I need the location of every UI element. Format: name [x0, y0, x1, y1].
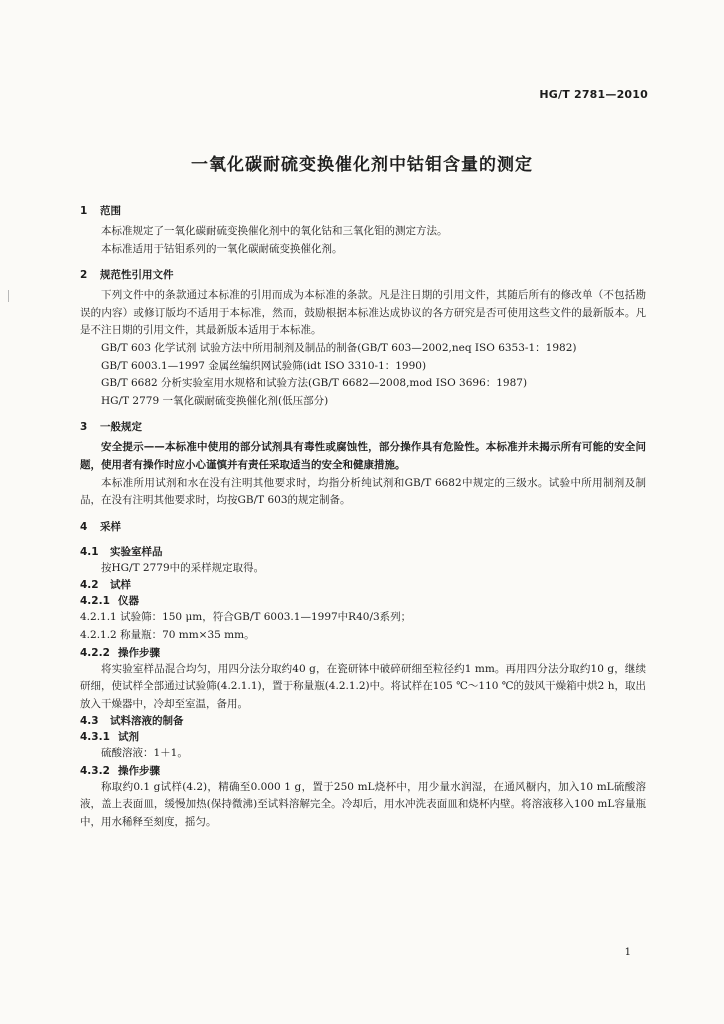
reference-item: GB/T 6003.1—1997 金属丝编织网试验筛(idt ISO 3310-1：1990) — [101, 359, 427, 372]
reference-item: GB/T 6682 分析实验室用水规格和试验方法(GB/T 6682—2008,mod ISO 3696：1987) — [101, 377, 528, 390]
subsection-heading: 4.3.2 操作步骤 — [80, 764, 160, 777]
section-heading: 3 一般规定 — [80, 421, 142, 434]
reference-item: HG/T 2779 一氧化碳耐硫变换催化剂(低压部分) — [101, 394, 329, 407]
paragraph: 下列文件中的条款通过本标准的引用而成为本标准的条款。凡是注日期的引用文件，其随后所有的修改单（不包括勘误的内容）或修订版均不适用于本标准，然而，鼓励根据本标准达成协议的各方研究是否可使用这些文件的最新版本。凡是不注日期的引用文件，其最新版本适用于本标准。 — [80, 289, 646, 337]
paragraph: 称取约0.1 g试样(4.2)，精确至0.000 1 g，置于250 mL烧杯中，用少量水润湿，在通风橱内，加入10 mL硫酸溶液，盖上表面皿，缓慢加热(保持微沸)至试料溶解完全。冷却后，用水冲洗表面皿和烧杯内壁。将溶液移入100 mL容量瓶中，用水稀释至刻度，摇匀。 — [80, 780, 646, 829]
paragraph: 按HG/T 2779中的采样规定取得。 — [101, 561, 265, 574]
section-heading: 1 范围 — [80, 205, 121, 217]
paragraph: 将实验室样品混合均匀，用四分法分取约40 g，在瓷研钵中破碎研细至粒径约1 mm。再用四分法分取约10 g，继续研细，使试样全部通过试验筛(4.2.1.1)，置于称量瓶(4.2.1.2)中。将试样在105 ℃～110 ℃的鼓风干燥箱中烘2 h，取出放入干燥器中，冷却至室温，备用。 — [80, 662, 646, 710]
reference-item: GB/T 603 化学试剂 试验方法中所用制剂及制品的制备(GB/T 603—2002,neq ISO 6353-1：1982) — [101, 341, 577, 354]
page-number: 1 — [624, 947, 631, 958]
paragraph: 本标准所用试剂和水在没有注明其他要求时，均指分析纯试剂和GB/T 6682中规定的三级水。试验中所用制剂及制品，在没有注明其他要求时，均按GB/T 603的规定制备。 — [80, 476, 646, 507]
paragraph: 本标准规定了一氧化碳耐硫变换催化剂中的氧化钴和三氧化钼的测定方法。 — [101, 225, 448, 237]
section-heading: 2 规范性引用文件 — [80, 269, 174, 282]
subsection-heading: 4.1 实验室样品 — [80, 545, 163, 558]
section-heading: 4 采样 — [80, 520, 121, 533]
subsection-heading: 4.2.2 操作步骤 — [80, 646, 160, 659]
subsection-heading: 4.2 试样 — [80, 579, 131, 592]
margin-mark — [8, 290, 9, 302]
subsection-heading: 4.3 试料溶液的制备 — [80, 715, 184, 728]
document-title: 一氧化碳耐硫变换催化剂中钴钼含量的测定 — [191, 155, 533, 175]
subsection-heading: 4.3.1 试剂 — [80, 731, 139, 744]
subsection-heading: 4.2.1 仪器 — [80, 595, 139, 608]
paragraph: 硫酸溶液：1＋1。 — [101, 747, 188, 760]
clause-item: 4.2.1.1 试验筛：150 μm，符合GB/T 6003.1—1997中R40/3系列； — [80, 611, 412, 624]
standard-code: HG/T 2781—2010 — [539, 88, 648, 101]
safety-notice: 安全提示——本标准中使用的部分试剂具有毒性或腐蚀性，部分操作具有危险性。本标准并未揭示所有可能的安全问题，使用者有操作时应小心谨慎并有责任采取适当的安全和健康措施。 — [80, 441, 646, 471]
document-body — [80, 203, 646, 832]
paragraph: 本标准适用于钴钼系列的一氧化碳耐硫变换催化剂。 — [101, 242, 343, 255]
clause-item: 4.2.1.2 称量瓶：70 mm×35 mm。 — [80, 628, 255, 641]
